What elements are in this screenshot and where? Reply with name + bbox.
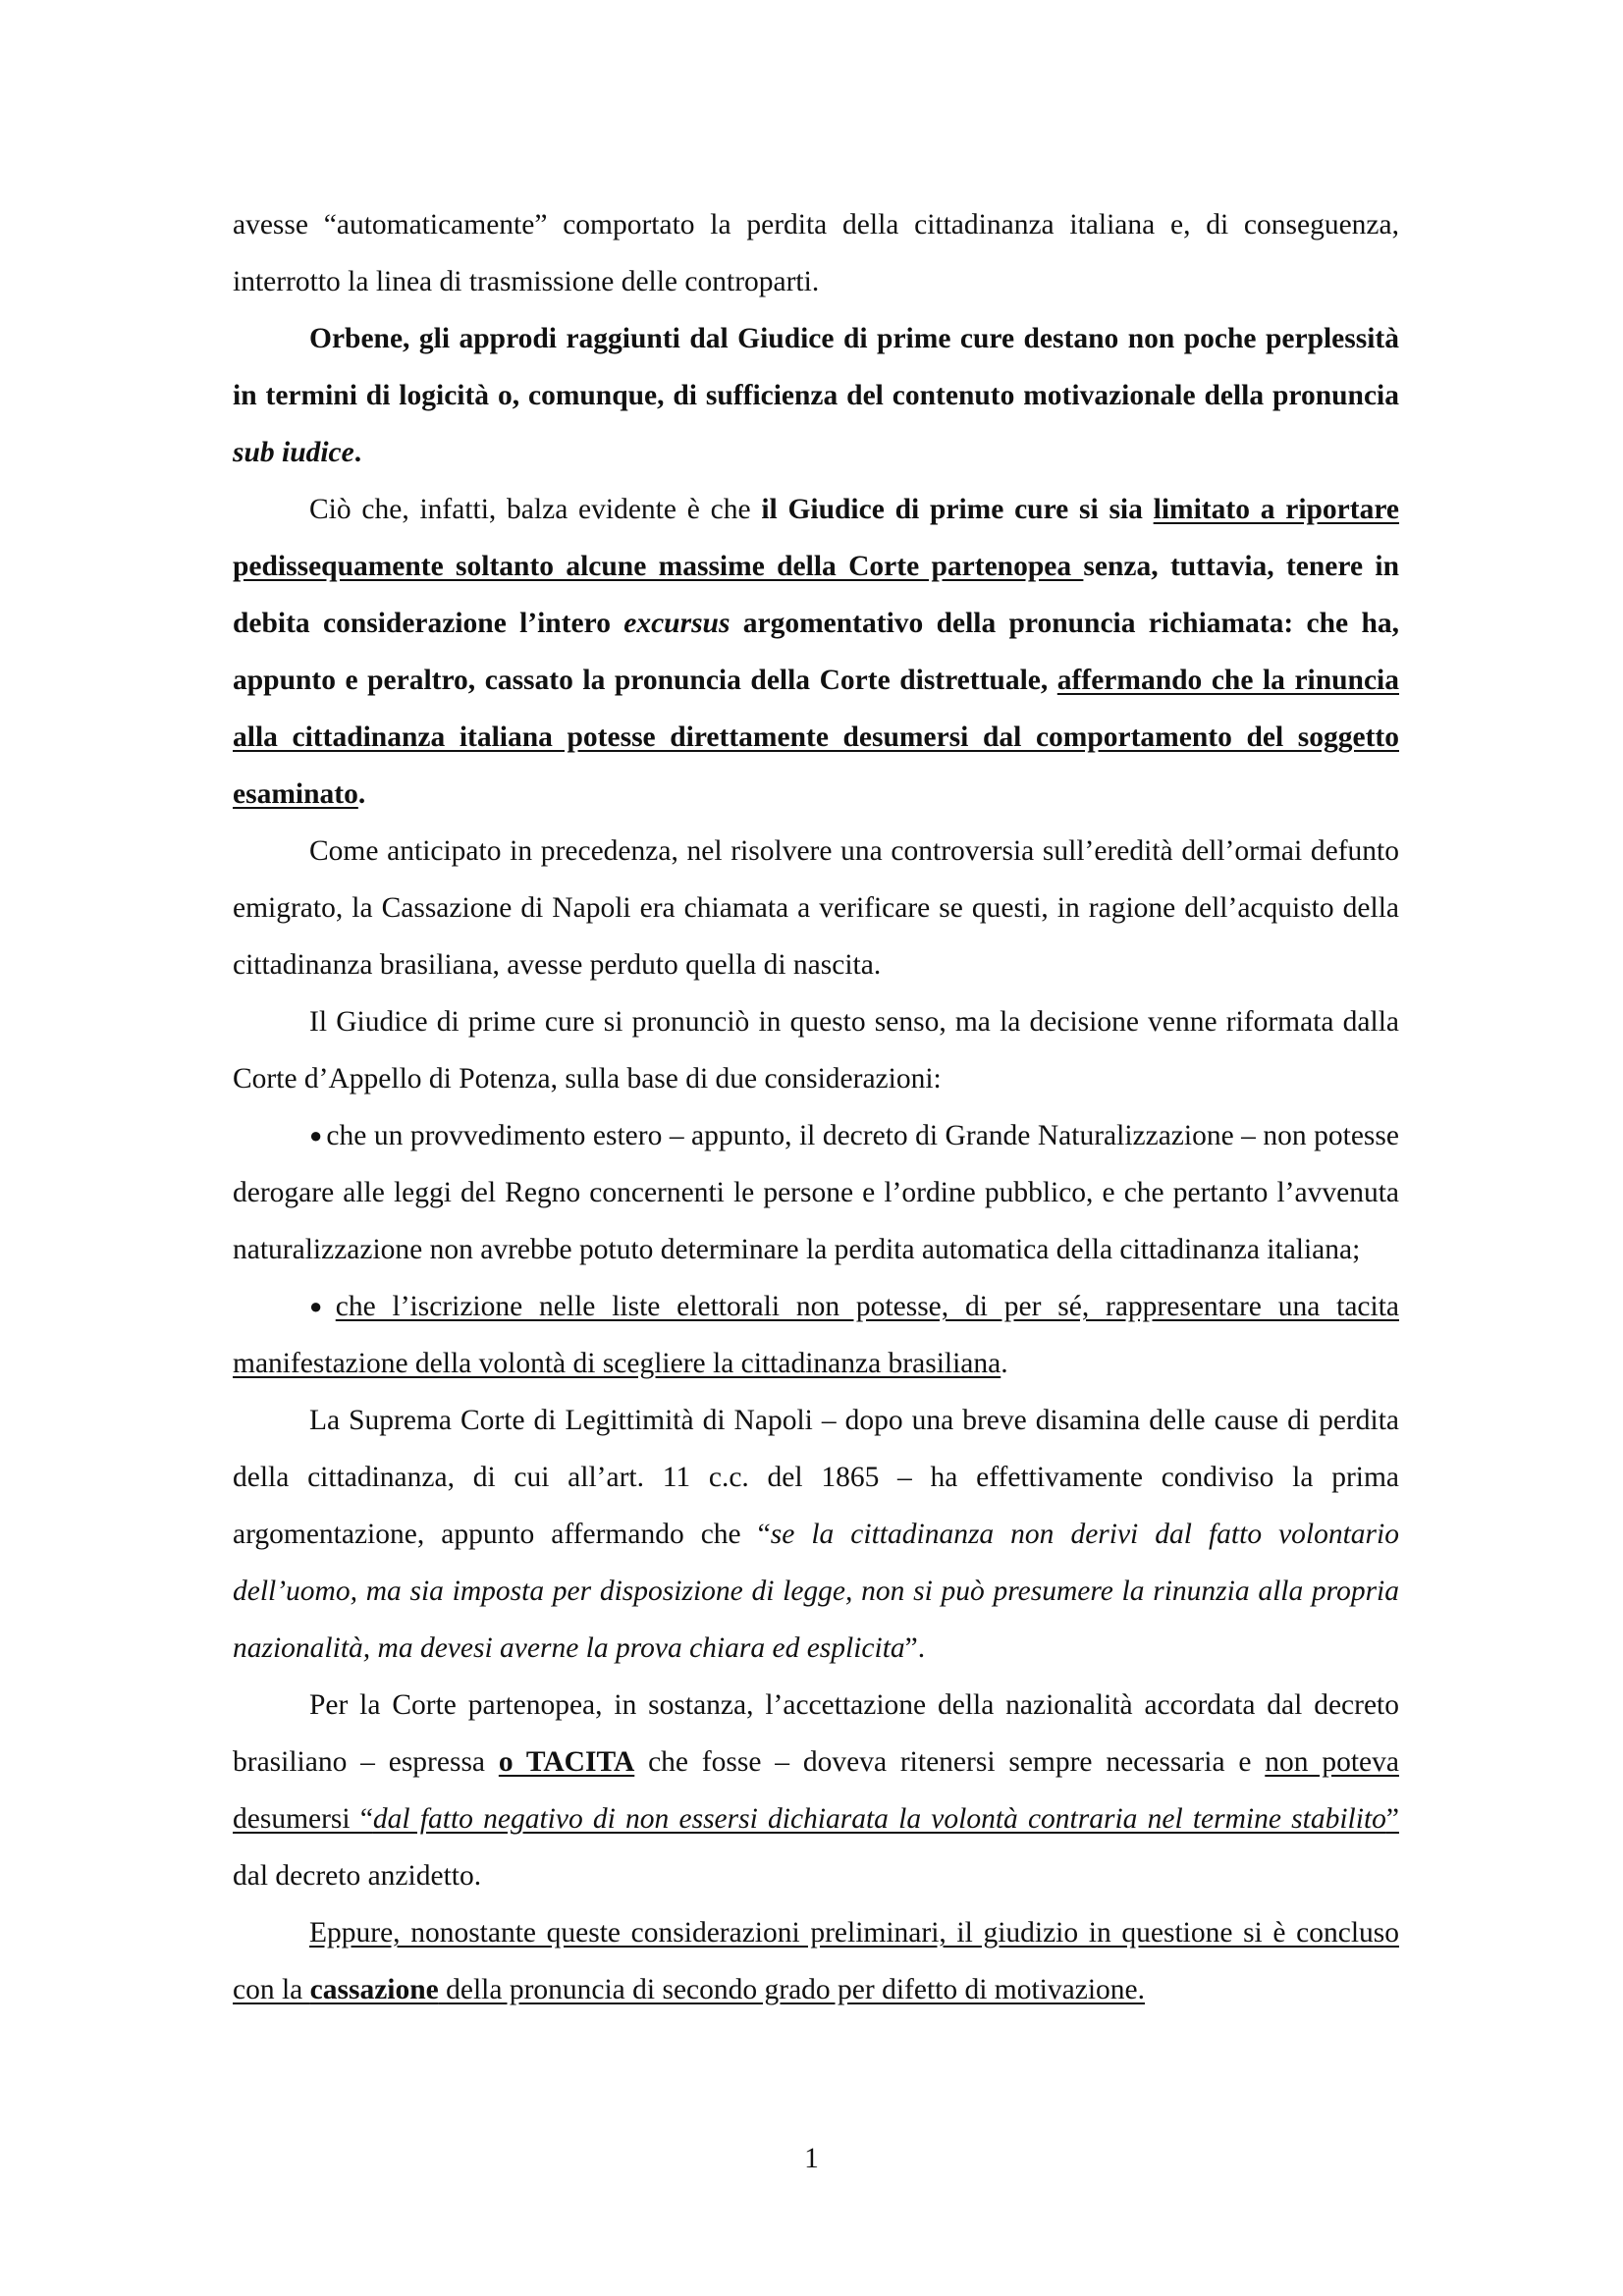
bullet-icon: ● <box>309 1123 323 1148</box>
text-segment: della pronuncia di secondo grado per difetto di motivazione. <box>438 1974 1145 2005</box>
paragraph <box>233 196 1399 310</box>
text-segment: senza, tuttavia, tenere in debita considerazione l’intero <box>233 551 1399 639</box>
text-segment: argomentativo della pronuncia richiamata: che ha, appunto e peraltro, cassato la pronuncia della Corte distrettuale, <box>233 608 1399 696</box>
bullet-paragraph <box>233 1107 1399 1278</box>
text-segment: . <box>1001 1348 1008 1379</box>
paragraph <box>233 823 1399 993</box>
paragraph <box>233 481 1399 823</box>
paragraph <box>233 1677 1399 1904</box>
text-segment: excursus <box>623 608 730 639</box>
text-segment: Il Giudice di prime cure si pronunciò in questo senso, ma la decisione venne riformata dalla Corte d’Appello di Potenza, sulla base di due considerazioni: <box>233 1006 1399 1095</box>
text-segment: dal decreto anzidetto. <box>233 1860 482 1892</box>
text-segment: dal fatto negativo di non essersi dichiarata la volontà contraria nel termine stabilito <box>372 1803 1386 1835</box>
text-segment: . <box>353 437 362 468</box>
paragraph <box>233 1904 1399 2018</box>
text-segment: . <box>357 778 366 810</box>
text-segment: cassazione <box>309 1974 439 2005</box>
text-segment: limitato a riportare pedissequamente soltanto alcune massime della Corte partenopea <box>233 494 1400 582</box>
paragraph <box>233 1392 1399 1677</box>
text-segment: Ciò che, infatti, balza evidente è che <box>309 494 762 525</box>
text-segment: che un provvedimento estero – appunto, il decreto di Grande Naturalizzazione – non potesse derogare alle leggi del Regno concernenti le persone e l’ordine pubblico, e che pertanto l’avvenuta naturalizzazione non avrebbe potuto determinare la perdita automatica della cittadinanza italiana; <box>233 1120 1399 1265</box>
text-segment: Per la Corte partenopea, in sostanza, l’accettazione della nazionalità accordata dal decreto brasiliano – espressa <box>233 1689 1399 1778</box>
text-segment: Come anticipato in precedenza, nel risolvere una controversia sull’eredità dell’ormai defunto emigrato, la Cassazione di Napoli era chiamata a verificare se questi, in ragione dell’acquisto della cittadinanza brasiliana, avesse perduto quella di nascita. <box>233 835 1399 981</box>
text-segment: il Giudice di prime cure si sia <box>761 494 1154 525</box>
text-segment: non poteva desumersi “ <box>233 1746 1399 1835</box>
text-segment: La Suprema Corte di Legittimità di Napoli – dopo una breve disamina delle cause di perdita della cittadinanza, di cui all’art. 11 c.c. del 1865 – ha effettivamente condiviso la prima argomentazione, appunto affermando che “ <box>233 1405 1399 1550</box>
bullet-icon: ● <box>309 1294 332 1318</box>
text-segment: Orbene, gli approdi raggiunti dal Giudice di prime cure destano non poche perplessità in termini di logicità o, comunque, di sufficienza del contenuto motivazionale della pronuncia <box>233 323 1399 411</box>
text-segment: che fosse – doveva ritenersi sempre necessaria e <box>634 1746 1266 1778</box>
text-segment: ” <box>1385 1803 1399 1835</box>
text-segment: ”. <box>904 1632 926 1664</box>
text-segment: che l’iscrizione nelle liste elettorali non potesse, di per sé, rappresentare una tacita manifestazione della volontà di scegliere la cittadinanza brasiliana <box>233 1291 1399 1379</box>
text-segment: o TACITA <box>498 1746 635 1778</box>
text-segment: avesse “automaticamente” comportato la perdita della cittadinanza italiana e, di conseguenza, interrotto la linea di trasmissione delle controparti. <box>233 209 1399 297</box>
paragraph <box>233 310 1399 481</box>
text-segment: affermando che la rinuncia alla cittadinanza italiana potesse direttamente desumersi dal comportamento del soggetto esaminato <box>233 665 1399 810</box>
document-body <box>233 196 1399 2018</box>
text-segment: se la cittadinanza non derivi dal fatto volontario dell’uomo, ma sia imposta per disposizione di legge, non si può presumere la rinunzia alla propria nazionalità, ma devesi averne la prova chiara ed esplicita <box>233 1519 1399 1664</box>
text-segment: sub iudice <box>233 437 354 468</box>
bullet-paragraph <box>233 1278 1399 1392</box>
page-number: 1 <box>804 2143 819 2174</box>
paragraph <box>233 993 1399 1107</box>
text-segment: Eppure, nonostante queste considerazioni preliminari, il giudizio in questione si è concluso con la <box>233 1917 1399 2005</box>
